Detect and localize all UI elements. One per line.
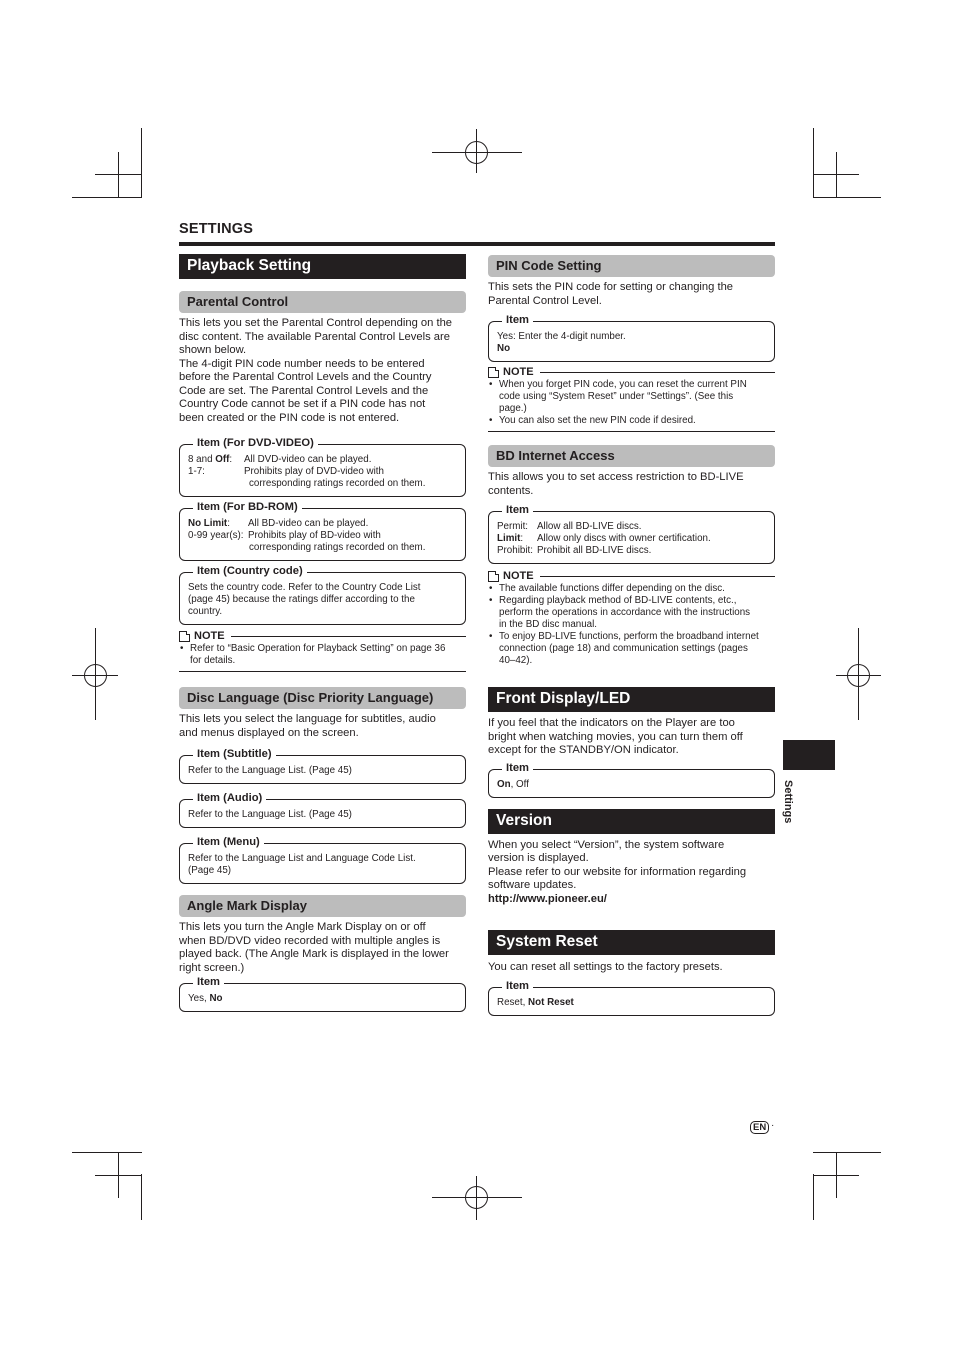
system-reset-body: You can reset all settings to the factory presets. [488,961,723,973]
bd-internet-body: This allows you to set access restriction to BD-LIVE contents. [488,471,744,497]
note-pin: NOTE • When you forget PIN code, you can reset the current PIN code using “System Reset” under “Settings”. (See this page.) • You can also set the new PIN code if desired. [488,366,775,432]
item-label: Item (Country code) [193,564,307,578]
note-parental: NOTE • Refer to “Basic Operation for Playback Setting” on page 36 for details. [179,630,466,672]
section-title-version: Version [488,809,775,834]
parental-body: This lets you set the Parental Control depending on the disc content. The available Parental Control Levels are shown below. The 4-digit PIN code number needs to be entered before the Parental Control Levels and the Country Code are set. The Parental Control Levels and the Country Code cannot be set if a PIN code has not been created or the PIN code is not entered. [179,317,453,424]
item-box-angle: Item Yes, No [179,983,466,1012]
version-body: When you select “Version”, the system software version is displayed. Please refer to our website for information regarding software updates. [488,838,747,891]
item-box-front-display: Item On, Off [488,769,775,798]
pioneer-website-link[interactable]: http://www.pioneer.eu/ [488,892,607,905]
item-box-dvd-video: Item (For DVD-VIDEO) 8 and Off: All DVD-video can be played. 1-7: Prohibits play of DVD-video with corresponding ratings recorded on them. [179,444,466,497]
section-title-front-display: Front Display/LED [488,687,775,712]
item-box-pin: Item Yes: Enter the 4-digit number. No [488,321,775,362]
item-label: Item (Subtitle) [193,747,276,761]
section-title-playback: Playback Setting [179,254,466,279]
note-icon [488,367,499,378]
item-label: Item [502,979,533,993]
disc-language-body: This lets you select the language for subtitles, audio and menus displayed on the screen. [179,713,436,739]
item-box-menu: Item (Menu) Refer to the Language List and Language Code List. (Page 45) [179,843,466,884]
note-icon [179,631,190,642]
item-label: Item [502,761,533,775]
subsection-bd-internet: BD Internet Access [488,445,775,467]
subsection-angle-mark: Angle Mark Display [179,895,466,917]
subsection-parental-control: Parental Control [179,291,466,313]
item-box-country-code: Item (Country code) Sets the country code. Refer to the Country Code List (page 45) because the ratings differ according to the country. [179,572,466,625]
note-bd-internet: NOTE • The available functions differ depending on the disc. • Regarding playback method of BD-LIVE contents, etc., perform the operations in accordance with the instructions in the BD disc manual. • To enjoy BD-LIVE functions, perform the broadband internet connection (page 18) and communication settings (pages 40–42). [488,570,775,667]
item-box-bd-rom: Item (For BD-ROM) No Limit: All BD-video can be played. 0-99 year(s): Prohibits play of BD-video with corresponding ratings recorded on them. [179,508,466,561]
item-label: Item (For DVD-VIDEO) [193,436,318,450]
subsection-disc-language: Disc Language (Disc Priority Language) [179,687,466,709]
front-display-body: If you feel that the indicators on the Player are too bright when watching movies, you can turn them off except for the STANDBY/ON indicator. [488,717,743,756]
left-column [179,254,466,1012]
language-badge: EN [750,1121,769,1134]
side-tab-marker [783,740,835,770]
note-icon [488,571,499,582]
side-tab-label: Settings [782,780,794,824]
item-box-subtitle: Item (Subtitle) Refer to the Language List. (Page 45) [179,755,466,784]
header-rule [179,242,775,246]
right-column [488,255,775,1016]
page-header: SETTINGS [179,221,254,237]
section-title-system-reset: System Reset [488,930,775,955]
item-label: Item (For BD-ROM) [193,500,302,514]
pin-body: This sets the PIN code for setting or changing the Parental Control Level. [488,281,734,307]
angle-mark-body: This lets you turn the Angle Mark Display on or off when BD/DVD video recorded with multiple angles is played back. (The Angle Mark is displayed in the lower right screen.) [179,921,449,974]
item-box-audio: Item (Audio) Refer to the Language List. (Page 45) [179,799,466,828]
subsection-pin-code: PIN Code Setting [488,255,775,277]
item-label: Item (Audio) [193,791,266,805]
page-dot: · [771,1120,775,1131]
item-box-bd-internet: Item Permit: Allow all BD-LIVE discs. Limit: Allow only discs with owner certification. Prohibit: Prohibit all BD-LIVE discs. [488,511,775,564]
item-label: Item [502,503,533,517]
item-box-system-reset: Item Reset, Not Reset [488,987,775,1016]
item-label: Item (Menu) [193,835,264,849]
item-label: Item [502,313,533,327]
item-label: Item [193,975,224,989]
